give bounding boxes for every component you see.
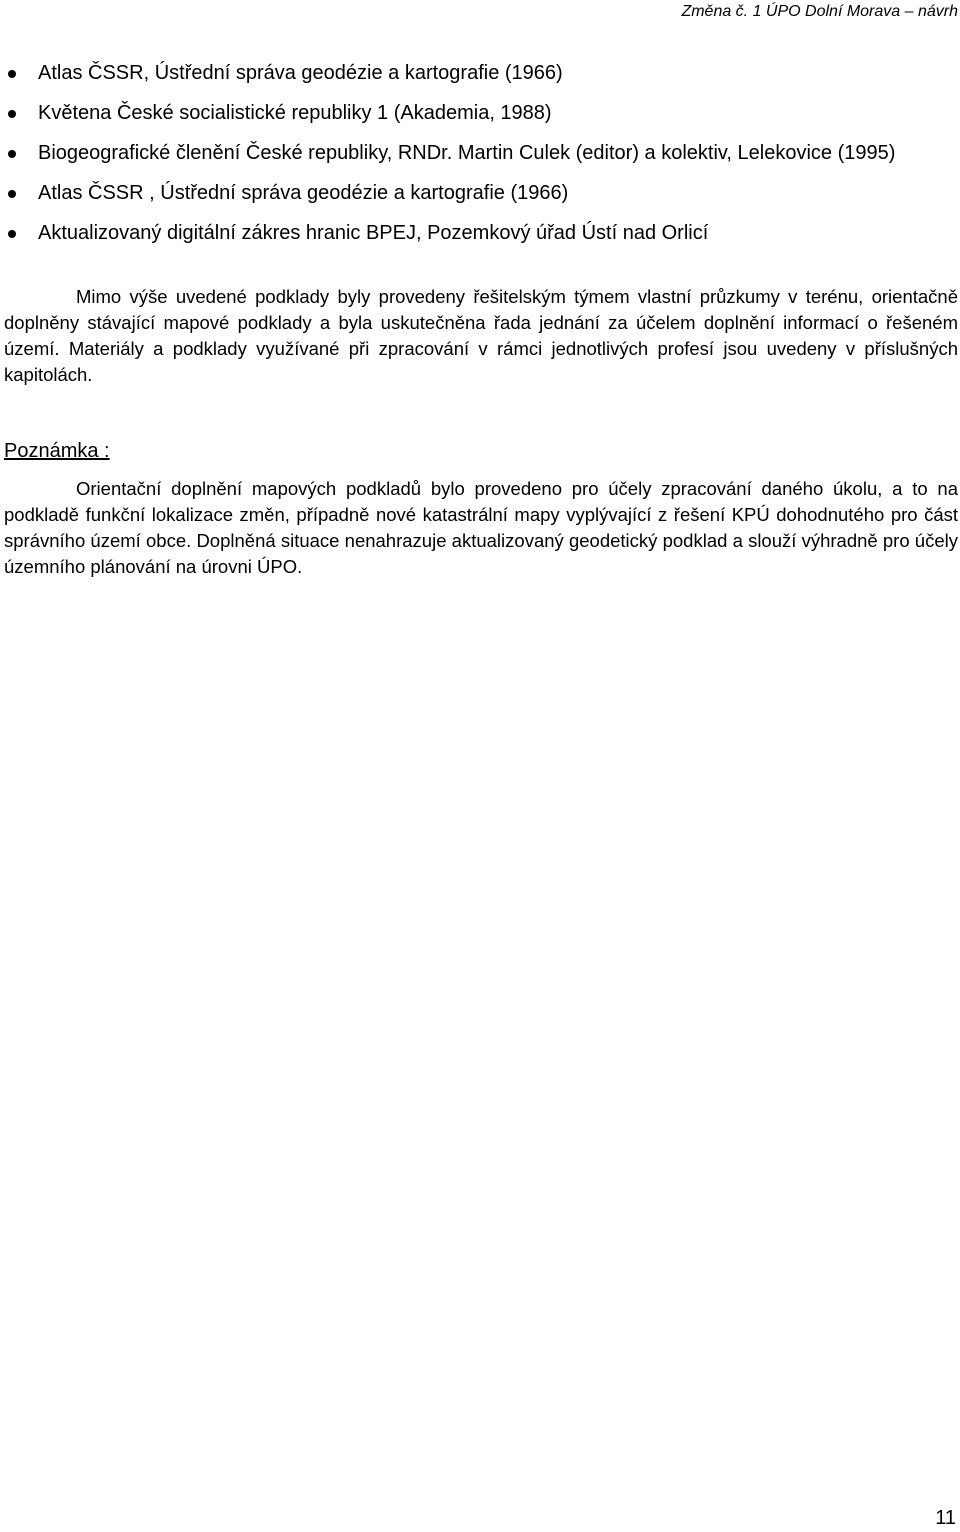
document-header: Změna č. 1 ÚPO Dolní Morava – návrh [681, 3, 958, 20]
list-item-text: Atlas ČSSR , Ústřední správa geodézie a kartografie (1966) [38, 182, 569, 204]
source-list [4, 58, 960, 258]
bullet-icon [8, 70, 16, 78]
note-paragraph: Orientační doplnění mapových podkladů bylo provedeno pro účely zpracování daného úkolu, a to na podkladě funkční lokalizace změn, případně nové katastrální mapy vyplývající z řešení KPÚ dohodnutého pro část správního území obce. Doplněná situace nenahrazuje aktualizovaný geodetický podklad a slouží výhradně pro účely územního plánování na úrovni ÚPO. [4, 478, 958, 577]
list-item-text: Atlas ČSSR, Ústřední správa geodézie a kartografie (1966) [38, 62, 563, 84]
list-item-text: Květena České socialistické republiky 1 (Akademia, 1988) [38, 102, 552, 124]
bullet-icon [8, 230, 16, 238]
list-item [4, 178, 960, 209]
note-label: Poznámka : [4, 440, 110, 462]
sources-paragraph: Mimo výše uvedené podklady byly provedeny řešitelským týmem vlastní průzkumy v terénu, orientačně doplněny stávající mapové podklady a byla uskutečněna řada jednání za účelem doplnění informací o řešeném území. Materiály a podklady využívané při zpracování v rámci jednotlivých profesí jsou uvedeny v příslušných kapitolách. [4, 286, 958, 385]
page-number: 11 [935, 1507, 956, 1529]
bullet-icon [8, 110, 16, 118]
list-item [4, 218, 960, 249]
bullet-icon [8, 150, 16, 158]
list-item-text: Aktualizovaný digitální zákres hranic BPEJ, Pozemkový úřad Ústí nad Orlicí [38, 222, 709, 244]
list-item [4, 98, 960, 129]
bullet-icon [8, 190, 16, 198]
list-item-text: Biogeografické členění České republiky, RNDr. Martin Culek (editor) a kolektiv, Lelekovice (1995) [38, 142, 896, 164]
list-item [4, 138, 960, 169]
list-item [4, 58, 960, 89]
